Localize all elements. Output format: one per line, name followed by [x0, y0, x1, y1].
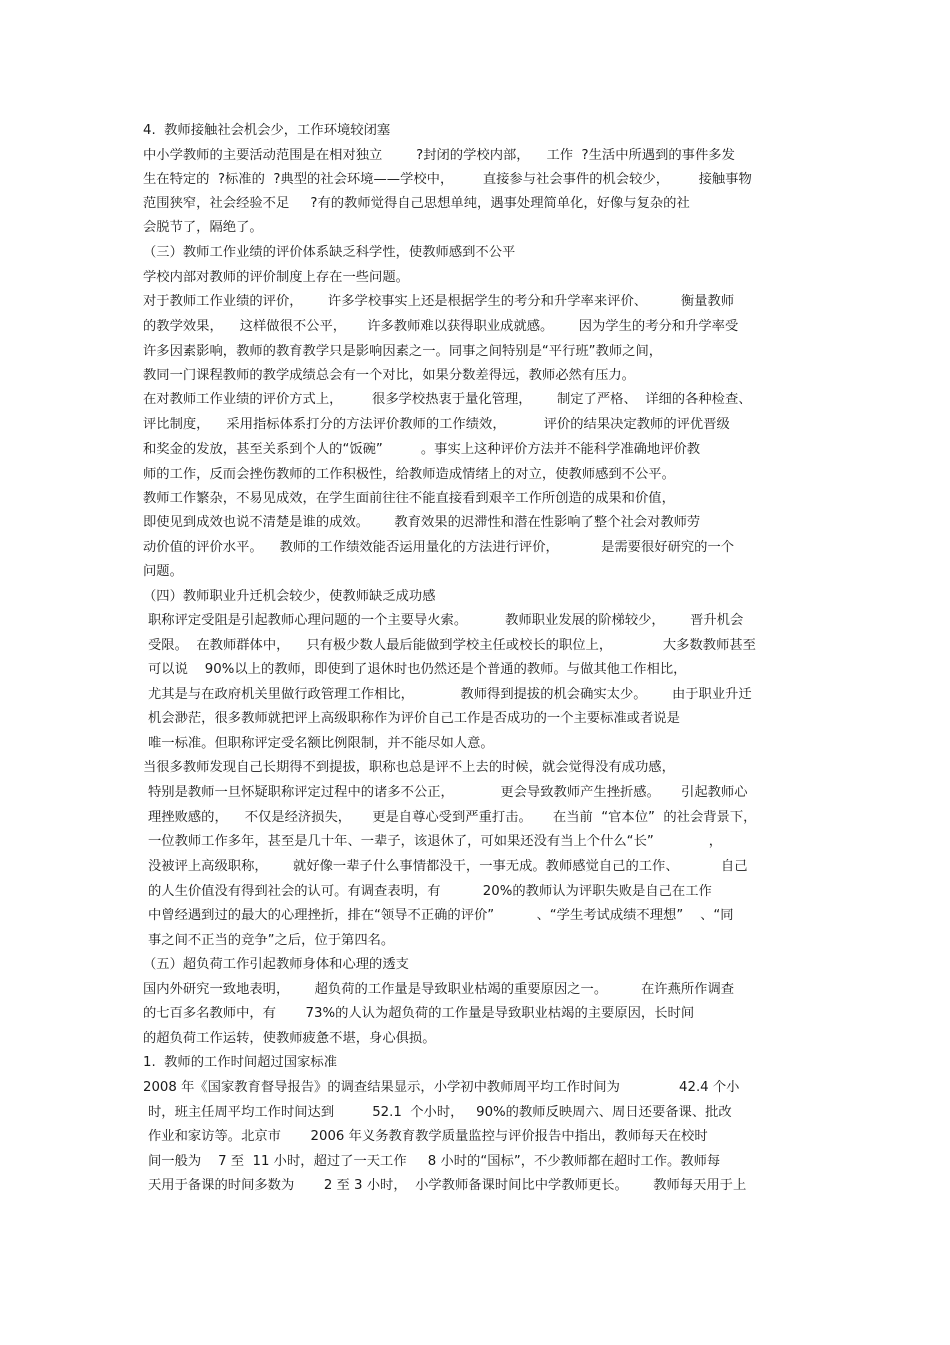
text-line: 时，班主任周平均工作时间达到 52.1 个小时， 90%的教师反映周六、周日还要备课、批改 [148, 1105, 732, 1120]
text-line: 问题。 [143, 564, 183, 579]
text-line: 作业和家访等。北京市 2006 年义务教育教学质量监控与评价报告中指出，教师每天在校时 [148, 1129, 708, 1144]
text-line: 动价值的评价水平。 教师的工作绩效能否运用量化的方法进行评价， 是需要很好研究的一个 [143, 540, 735, 555]
text-line: 教师工作繁杂，不易见成效，在学生面前往往不能直接看到艰辛工作所创造的成果和价值， [143, 491, 675, 506]
text-line: 可以说 90%以上的教师，即使到了退休时也仍然还是个普通的教师。与做其他工作相比， [148, 662, 687, 677]
text-line: 师的工作，反而会挫伤教师的工作积极性，给教师造成情绪上的对立，使教师感到不公平。 [143, 467, 675, 482]
text-line: 教同一门课程教师的教学成绩总会有一个对比，如果分数差得远，教师必然有压力。 [143, 368, 635, 383]
text-line: （四）教师职业升迁机会较少，使教师缺乏成功感 [143, 589, 436, 604]
text-line: 一位教师工作多年，甚至是几十年、一辈子，该退休了，可如果还没有当上个什么“长” ， [148, 834, 723, 849]
text-line: 学校内部对教师的评价制度上存在一些问题。 [143, 270, 409, 285]
text-line: 理挫败感的， 不仅是经济损失， 更是自尊心受到严重打击。 在当前 “官本位” 的社会背景下， [148, 810, 757, 825]
text-line: 生在特定的 ?标准的 ?典型的社会环境——学校中， 直接参与社会事件的机会较少， 接触事物 [143, 172, 752, 187]
text-line: 国内外研究一致地表明， 超负荷的工作量是导致职业枯竭的重要原因之一。 在许燕所作调查 [143, 982, 735, 997]
text-line: 间一般为 7 至 11 小时，超过了一天工作 8 小时的“国标”，不少教师都在超时工作。教师每 [148, 1154, 721, 1169]
text-line: 对于教师工作业绩的评价， 许多学校事实上还是根据学生的考分和升学率来评价、 衡量教师 [143, 294, 735, 309]
text-line: 尤其是与在政府机关里做行政管理工作相比， 教师得到提拔的机会确实太少。 由于职业升迁 [148, 687, 752, 702]
text-line: 1. 教师的工作时间超过国家标准 [143, 1055, 337, 1070]
text-line: 机会渺茫，很多教师就把评上高级职称作为评价自己工作是否成功的一个主要标准或者说是 [148, 711, 680, 726]
text-line: 的教学效果， 这样做很不公平， 许多教师难以获得职业成就感。 因为学生的考分和升学率受 [143, 319, 739, 334]
text-line: 许多因素影响，教师的教育教学只是影响因素之一。同事之间特别是“平行班”教师之间， [143, 344, 663, 359]
text-line: 在对教师工作业绩的评价方式上， 很多学校热衷于量化管理， 制定了严格、 详细的各种检查、 [143, 392, 752, 407]
text-line: 天用于备课的时间多数为 2 至 3 小时， 小学教师备课时间比中学教师更长。 教师每天用于上 [148, 1178, 747, 1193]
text-line: 唯一标准。但职称评定受名额比例限制，并不能尽如人意。 [148, 736, 494, 751]
text-line: 2008 年《国家教育督导报告》的调查结果显示，小学初中教师周平均工作时间为 42.4 个小 [143, 1080, 740, 1095]
text-line: （五）超负荷工作引起教师身体和心理的透支 [143, 957, 409, 972]
text-line: 没被评上高级职称， 就好像一辈子什么事情都没干，一事无成。教师感觉自己的工作、 自己 [148, 859, 748, 874]
text-line: 当很多教师发现自己长期得不到提拔，职称也总是评不上去的时候，就会觉得没有成功感， [143, 760, 675, 775]
text-line: 4. 教师接触社会机会少，工作环境较闭塞 [143, 123, 391, 138]
text-line: 特别是教师一旦怀疑职称评定过程中的诸多不公正， 更会导致教师产生挫折感。 引起教师心 [148, 785, 748, 800]
text-line: （三）教师工作业绩的评价体系缺乏科学性，使教师感到不公平 [143, 245, 516, 260]
text-line: 和奖金的发放，甚至关系到个人的“饭碗” 。事实上这种评价方法并不能科学准确地评价教 [143, 442, 701, 457]
text-line: 范围狭窄，社会经验不足 ?有的教师觉得自己思想单纯，遇事处理简单化，好像与复杂的社 [143, 196, 690, 211]
text-line: 受限。 在教师群体中， 只有极少数人最后能做到学校主任或校长的职位上， 大多数教师甚至 [148, 638, 756, 653]
text-line: 事之间不正当的竞争”之后，位于第四名。 [148, 933, 395, 948]
text-line: 中小学教师的主要活动范围是在相对独立 ?封闭的学校内部， 工作 ?生活中所遇到的事件多发 [143, 148, 735, 163]
text-line: 即使见到成效也说不清楚是谁的成效。 教育效果的迟滞性和潜在性影响了整个社会对教师劳 [143, 515, 701, 530]
text-line: 评比制度， 采用指标体系打分的方法评价教师的工作绩效， 评价的结果决定教师的评优晋级 [143, 417, 730, 432]
text-line: 会脱节了，隔绝了。 [143, 220, 263, 235]
text-line: 中曾经遇到过的最大的心理挫折，排在“领导不正确的评价” 、“学生考试成绩不理想” 、“同 [148, 908, 734, 923]
text-line: 的人生价值没有得到社会的认可。有调查表明，有 20%的教师认为评职失败是自己在工作 [148, 884, 712, 899]
text-line: 的七百多名教师中，有 73%的人认为超负荷的工作量是导致职业枯竭的主要原因，长时间 [143, 1006, 695, 1021]
text-line: 职称评定受阻是引起教师心理问题的一个主要导火索。 教师职业发展的阶梯较少， 晋升机会 [148, 613, 744, 628]
text-line: 的超负荷工作运转，使教师疲惫不堪，身心俱损。 [143, 1031, 436, 1046]
